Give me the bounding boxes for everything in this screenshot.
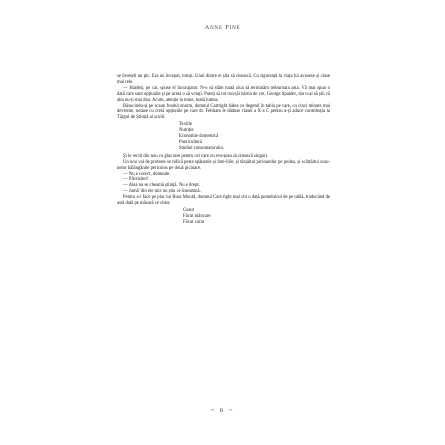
list-item: Economie domestică [179,134,219,140]
paragraph: — Haideți, pe cai, spuse el încurajator. N-o să stăm toată ziua să terminăm treburoara asta. Vă mai spun o dată care sunt opțiunile și pe urmă o să votați. Puteți să tot ron-țăi hârtia de vot, George Spalder, dar n-ai să știi că alta nu-ți mai dau. Acum, atenție la mine, toată lumea. [117,85,330,103]
paragraph: Și le reciti din nou cu glas tare pentru cei care nu reu-șeau să citească singuri. [123,153,269,159]
dialogue-line: — Alea nu se cheamă știință. Nu e drept. [123,183,200,189]
dialogue-line: — Jumă' din ele nici nu știu ce înseamnă. [123,189,201,195]
list-item: Făcut mâncare [183,213,211,219]
list-item: Textile [179,122,192,128]
page-number: ~ 6 ~ [210,407,235,414]
options-list [179,122,330,152]
dialogue-line: — Plictisitor! [123,177,149,183]
paragraph: Un nou val de proteste se ridică peste spătarele și fote-liile, și târșâitul picioarelor pe podea, și scârțâitul scau-nelor bălăngănite periculos pe două picioare. [117,159,330,171]
list-item: Studiul consumatorului. [179,145,225,151]
list-item: Făcut curat [183,219,204,225]
dialogue-line: — Nu e corect, domnule. [123,171,171,177]
running-head: Anne Fine [204,24,241,31]
paragraph: Răsucindu-și pe scaun fundul enorm, domnul Cartright bătea cu degetul în tabla pe care, cu cinci minute mai devreme, notase cu cretă opțiunile pe care dr. Feltham le dăduse clasei a X-a C pentru a-și aduce contribuția la Târgul de Știință al școlii: [117,103,330,121]
body-text [117,74,330,226]
paragraph: se învețeli un pic. Era un început, totuși. Unul dintre ei știa să citească. Cu siguranță la viața lui avusese și clase mai rele. [117,74,330,85]
list-item: Nutriție [179,128,194,134]
translated-list [183,208,330,226]
list-item: Cusut [183,207,194,213]
list-item: Puericultură [179,139,202,145]
paragraph: Pentru a-i face pe plac lui Russ Mould, domnul Cart-right mai citi o dată pomelnicul de pe tablă, traducând de astă dată pe măsură ce citea: [117,195,330,207]
